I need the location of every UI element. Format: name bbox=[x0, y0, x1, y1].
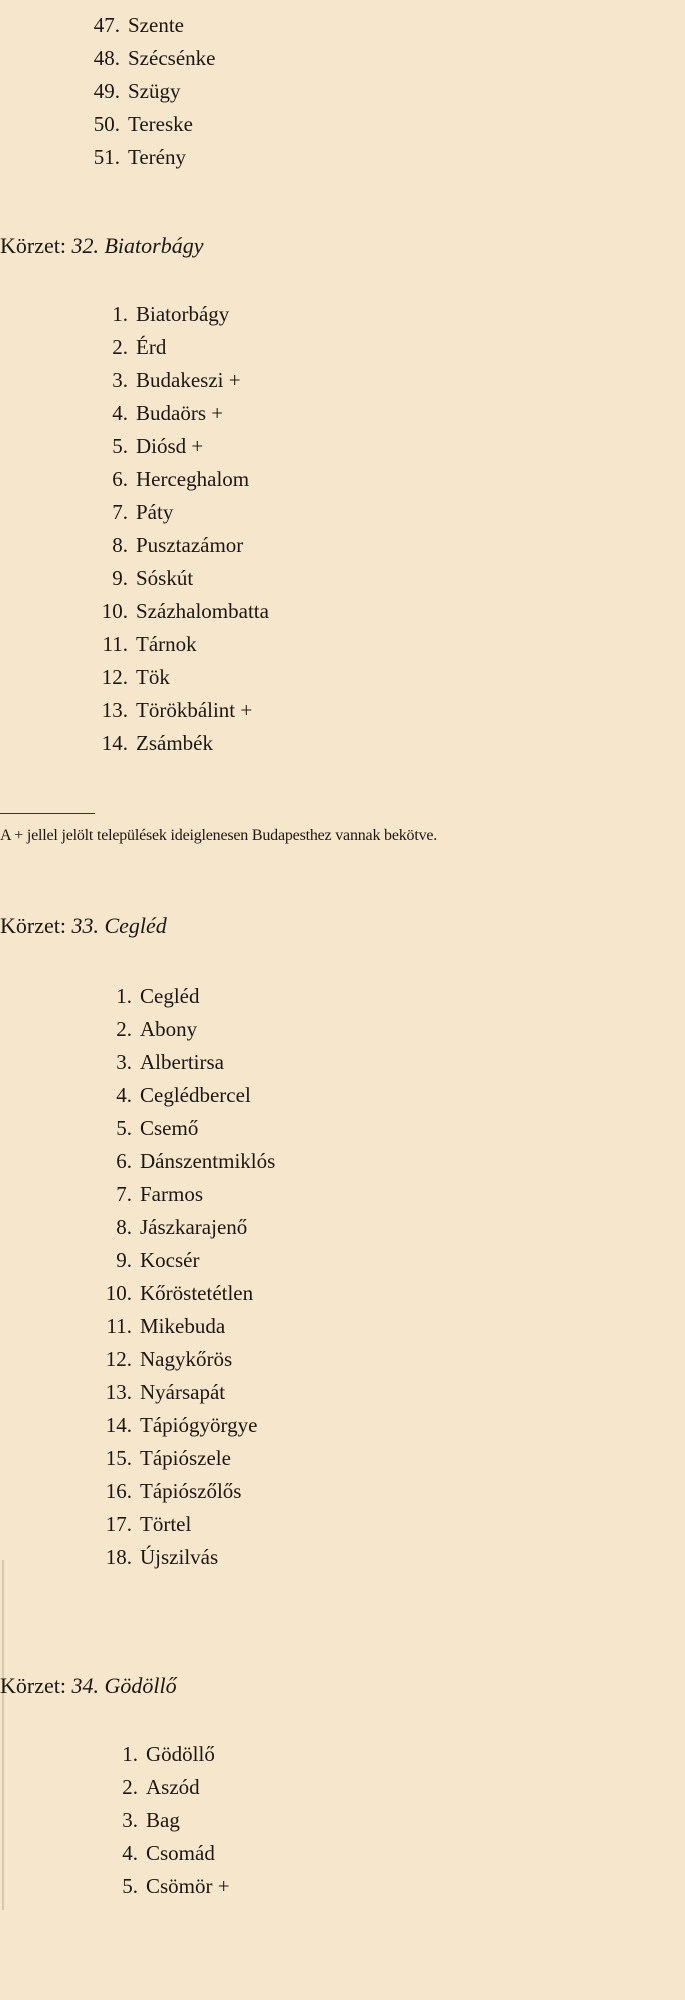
item-number: 47. bbox=[93, 13, 120, 37]
item-number: 18. bbox=[105, 1545, 132, 1569]
settlement-name: Csömör + bbox=[146, 1874, 230, 1898]
list-item bbox=[92, 1178, 275, 1211]
list-item bbox=[92, 1541, 275, 1574]
settlement-name: Nyársapát bbox=[140, 1380, 226, 1404]
settlement-name: Diósd + bbox=[136, 434, 204, 458]
list-item bbox=[88, 496, 269, 529]
settlement-name: Pusztazámor bbox=[136, 533, 244, 557]
item-number: 13. bbox=[105, 1380, 132, 1404]
settlement-name: Biatorbágy bbox=[136, 302, 230, 326]
item-number: 7. bbox=[112, 500, 128, 524]
list-item bbox=[80, 75, 215, 108]
settlement-name: Szügy bbox=[128, 79, 181, 103]
list-item bbox=[92, 1013, 275, 1046]
district-32-settlement-list bbox=[88, 298, 269, 760]
item-number: 1. bbox=[116, 984, 132, 1008]
settlement-name: Aszód bbox=[146, 1775, 200, 1799]
settlement-name: Gödöllő bbox=[146, 1742, 215, 1766]
list-item bbox=[80, 108, 215, 141]
footnote: A + jellel jelölt települések ideiglenesen Budapesthez vannak bekötve. bbox=[0, 827, 438, 844]
item-number: 2. bbox=[122, 1775, 138, 1799]
item-number: 50. bbox=[93, 112, 120, 136]
settlement-name: Csomád bbox=[146, 1841, 215, 1865]
district-heading-32 bbox=[0, 233, 203, 259]
footnote-divider bbox=[0, 813, 95, 814]
district-title: 33. Cegléd bbox=[71, 913, 167, 938]
list-item bbox=[80, 141, 215, 174]
settlement-name: Cegléd bbox=[140, 984, 200, 1008]
item-number: 8. bbox=[116, 1215, 132, 1239]
settlement-name: Páty bbox=[136, 500, 174, 524]
list-item bbox=[92, 1508, 275, 1541]
settlement-name: Tárnok bbox=[136, 632, 197, 656]
list-item bbox=[98, 1738, 230, 1771]
settlement-name: Nagykőrös bbox=[140, 1347, 233, 1371]
list-item bbox=[88, 595, 269, 628]
item-number: 5. bbox=[122, 1874, 138, 1898]
list-item bbox=[92, 1475, 275, 1508]
list-item bbox=[88, 694, 269, 727]
item-number: 8. bbox=[112, 533, 128, 557]
item-number: 11. bbox=[102, 632, 128, 656]
settlement-name: Terény bbox=[128, 145, 186, 169]
list-item bbox=[92, 1046, 275, 1079]
item-number: 14. bbox=[105, 1413, 132, 1437]
district-title: 32. Biatorbágy bbox=[71, 233, 204, 258]
item-number: 1. bbox=[122, 1742, 138, 1766]
list-item bbox=[92, 1310, 275, 1343]
district-label: Körzet: bbox=[0, 913, 66, 938]
item-number: 6. bbox=[112, 467, 128, 491]
settlement-name: Szente bbox=[128, 13, 184, 37]
item-number: 2. bbox=[116, 1017, 132, 1041]
settlement-name: Újszilvás bbox=[140, 1545, 219, 1569]
item-number: 6. bbox=[116, 1149, 132, 1173]
settlement-name: Mikebuda bbox=[140, 1314, 226, 1338]
district-heading-34 bbox=[0, 1673, 177, 1699]
settlement-name: Tápiógyörgye bbox=[140, 1413, 258, 1437]
list-item bbox=[88, 628, 269, 661]
list-item bbox=[88, 727, 269, 760]
list-item bbox=[98, 1870, 230, 1903]
item-number: 10. bbox=[101, 599, 128, 623]
list-item bbox=[92, 1112, 275, 1145]
district-33-settlement-list bbox=[92, 980, 275, 1574]
settlement-name: Kőröstetétlen bbox=[140, 1281, 254, 1305]
list-item bbox=[88, 562, 269, 595]
item-number: 14. bbox=[101, 731, 128, 755]
item-number: 9. bbox=[112, 566, 128, 590]
list-item bbox=[98, 1771, 230, 1804]
list-item bbox=[92, 1343, 275, 1376]
item-number: 4. bbox=[112, 401, 128, 425]
list-item bbox=[92, 980, 275, 1013]
list-item bbox=[92, 1277, 275, 1310]
list-item bbox=[88, 397, 269, 430]
item-number: 3. bbox=[116, 1050, 132, 1074]
settlement-name: Zsámbék bbox=[136, 731, 213, 755]
item-number: 4. bbox=[122, 1841, 138, 1865]
list-item bbox=[92, 1145, 275, 1178]
item-number: 49. bbox=[93, 79, 120, 103]
settlement-name: Tápiószele bbox=[140, 1446, 231, 1470]
district-heading-33 bbox=[0, 913, 167, 939]
district-title: 34. Gödöllő bbox=[71, 1673, 177, 1698]
list-item bbox=[92, 1211, 275, 1244]
settlement-name: Ceglédbercel bbox=[140, 1083, 251, 1107]
list-item bbox=[88, 661, 269, 694]
settlement-name: Jászkarajenő bbox=[140, 1215, 248, 1239]
list-item bbox=[92, 1442, 275, 1475]
district-31-settlement-list bbox=[80, 9, 215, 174]
list-item bbox=[92, 1409, 275, 1442]
item-number: 15. bbox=[105, 1446, 132, 1470]
district-label: Körzet: bbox=[0, 233, 66, 258]
settlement-name: Százhalombatta bbox=[136, 599, 269, 623]
item-number: 1. bbox=[112, 302, 128, 326]
item-number: 5. bbox=[116, 1116, 132, 1140]
item-number: 16. bbox=[105, 1479, 132, 1503]
item-number: 12. bbox=[105, 1347, 132, 1371]
list-item bbox=[98, 1804, 230, 1837]
item-number: 10. bbox=[105, 1281, 132, 1305]
item-number: 9. bbox=[116, 1248, 132, 1272]
list-item bbox=[88, 463, 269, 496]
item-number: 13. bbox=[101, 698, 128, 722]
item-number: 3. bbox=[122, 1808, 138, 1832]
item-number: 51. bbox=[93, 145, 120, 169]
settlement-name: Törtel bbox=[140, 1512, 192, 1536]
item-number: 48. bbox=[93, 46, 120, 70]
item-number: 7. bbox=[116, 1182, 132, 1206]
list-item bbox=[88, 364, 269, 397]
list-item bbox=[92, 1244, 275, 1277]
item-number: 11. bbox=[106, 1314, 132, 1338]
item-number: 4. bbox=[116, 1083, 132, 1107]
settlement-name: Budaörs + bbox=[136, 401, 224, 425]
settlement-name: Dánszentmiklós bbox=[140, 1149, 276, 1173]
list-item bbox=[80, 42, 215, 75]
list-item bbox=[80, 9, 215, 42]
settlement-name: Farmos bbox=[140, 1182, 203, 1206]
settlement-name: Bag bbox=[146, 1808, 180, 1832]
settlement-name: Budakeszi + bbox=[136, 368, 241, 392]
settlement-name: Tápiószőlős bbox=[140, 1479, 242, 1503]
item-number: 3. bbox=[112, 368, 128, 392]
district-34-settlement-list bbox=[98, 1738, 230, 1903]
settlement-name: Törökbálint + bbox=[136, 698, 253, 722]
list-item bbox=[88, 331, 269, 364]
list-item bbox=[88, 529, 269, 562]
settlement-name: Albertirsa bbox=[140, 1050, 224, 1074]
settlement-name: Sóskút bbox=[136, 566, 194, 590]
settlement-name: Herceghalom bbox=[136, 467, 250, 491]
settlement-name: Abony bbox=[140, 1017, 198, 1041]
list-item bbox=[92, 1376, 275, 1409]
settlement-name: Szécsénke bbox=[128, 46, 216, 70]
item-number: 5. bbox=[112, 434, 128, 458]
list-item bbox=[88, 430, 269, 463]
settlement-name: Érd bbox=[136, 335, 167, 359]
list-item bbox=[92, 1079, 275, 1112]
settlement-name: Tök bbox=[136, 665, 170, 689]
settlement-name: Tereske bbox=[128, 112, 193, 136]
margin-mark bbox=[2, 1560, 4, 1910]
list-item bbox=[98, 1837, 230, 1870]
settlement-name: Csemő bbox=[140, 1116, 199, 1140]
item-number: 17. bbox=[105, 1512, 132, 1536]
item-number: 12. bbox=[101, 665, 128, 689]
settlement-name: Kocsér bbox=[140, 1248, 200, 1272]
district-label: Körzet: bbox=[0, 1673, 66, 1698]
item-number: 2. bbox=[112, 335, 128, 359]
list-item bbox=[88, 298, 269, 331]
